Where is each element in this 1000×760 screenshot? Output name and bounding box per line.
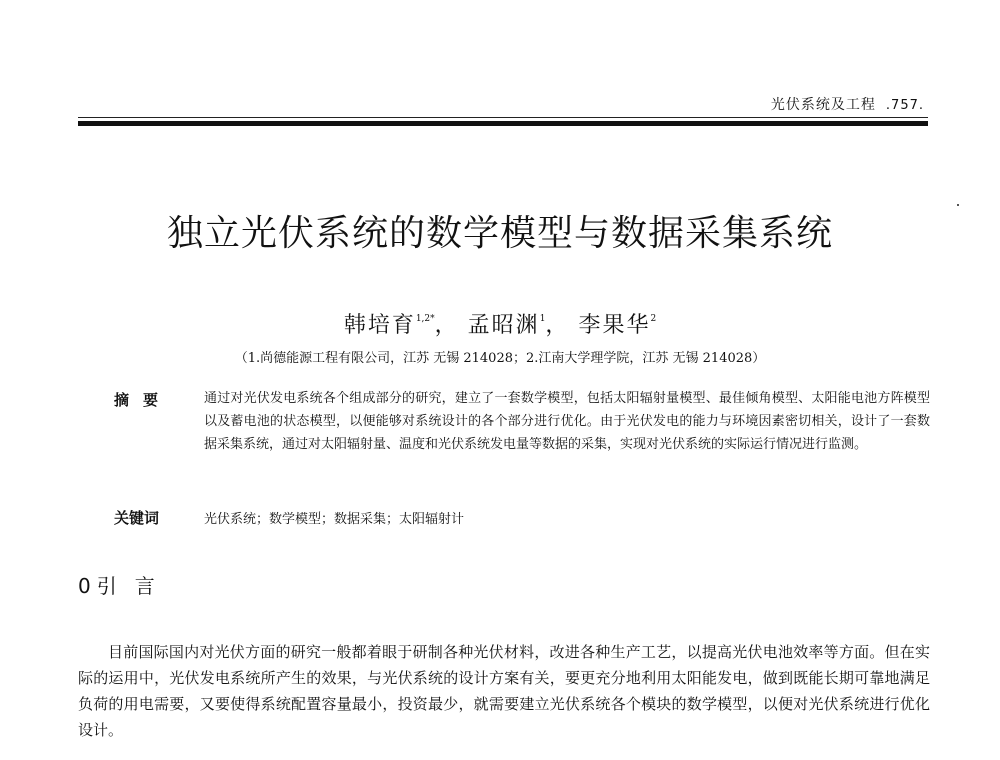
author-name: 韩培育 xyxy=(343,313,416,338)
abstract-label: 摘要 xyxy=(114,391,173,409)
author-line xyxy=(0,308,1000,339)
page-number: .757. xyxy=(885,98,924,113)
abstract-text: 通过对光伏发电系统各个组成部分的研究，建立了一套数学模型，包括太阳辐射量模型、最佳倾角模型、太阳能电池方阵模型以及蓄电池的状态模型，以便能够对系统设计的各个部分进行优化。由于光伏发电的能力与环境因素密切相关，设计了一套数据采集系统，通过对太阳辐射量、温度和光伏系统发电量等数据的采集，实现对光伏系统的实际运行情况进行监测。 xyxy=(204,391,930,452)
affiliation: （1.尚德能源工程有限公司，江苏 无锡 214028；2.江南大学理学院，江苏 无锡 214028） xyxy=(234,351,766,366)
section-heading xyxy=(78,570,173,599)
body-paragraph: 目前国际国内对光伏方面的研究一般都着眼于研制各种光伏材料，改进各种生产工艺，以提高光伏电池效率等方面。但在实际的运用中，光伏发电系统所产生的效果，与光伏系统的设计方案有关，要更充分地利用太阳能发电，做到既能长期可靠地满足负荷的用电需要，又要使得系统配置容量最小，投资最少，就需要建立光伏系统各个模块的数学模型，以便对光伏系统进行优化设计。 xyxy=(78,643,930,739)
author-name: 孟昭渊 xyxy=(467,313,540,338)
author-affiliation-mark: 1,2* xyxy=(415,314,435,324)
keywords-text: 光伏系统；数学模型；数据采集；太阳辐射计 xyxy=(204,512,465,527)
section-number: 0 xyxy=(78,574,91,598)
author-name: 李果华 xyxy=(578,313,651,338)
section-title: 引言 xyxy=(96,574,173,598)
paper-title: 独立光伏系统的数学模型与数据采集系统 xyxy=(166,213,833,254)
keywords-label: 关键词 xyxy=(114,509,160,527)
author-separator: ， xyxy=(545,313,570,338)
author-affiliation-mark: 1 xyxy=(539,314,546,324)
author-affiliation-mark: 2 xyxy=(650,314,657,324)
header-rule-thin xyxy=(78,117,928,118)
running-head xyxy=(771,94,924,114)
author-separator: ， xyxy=(434,313,459,338)
journal-section-name: 光伏系统及工程 xyxy=(770,97,876,113)
header-rule-thick xyxy=(78,121,928,126)
